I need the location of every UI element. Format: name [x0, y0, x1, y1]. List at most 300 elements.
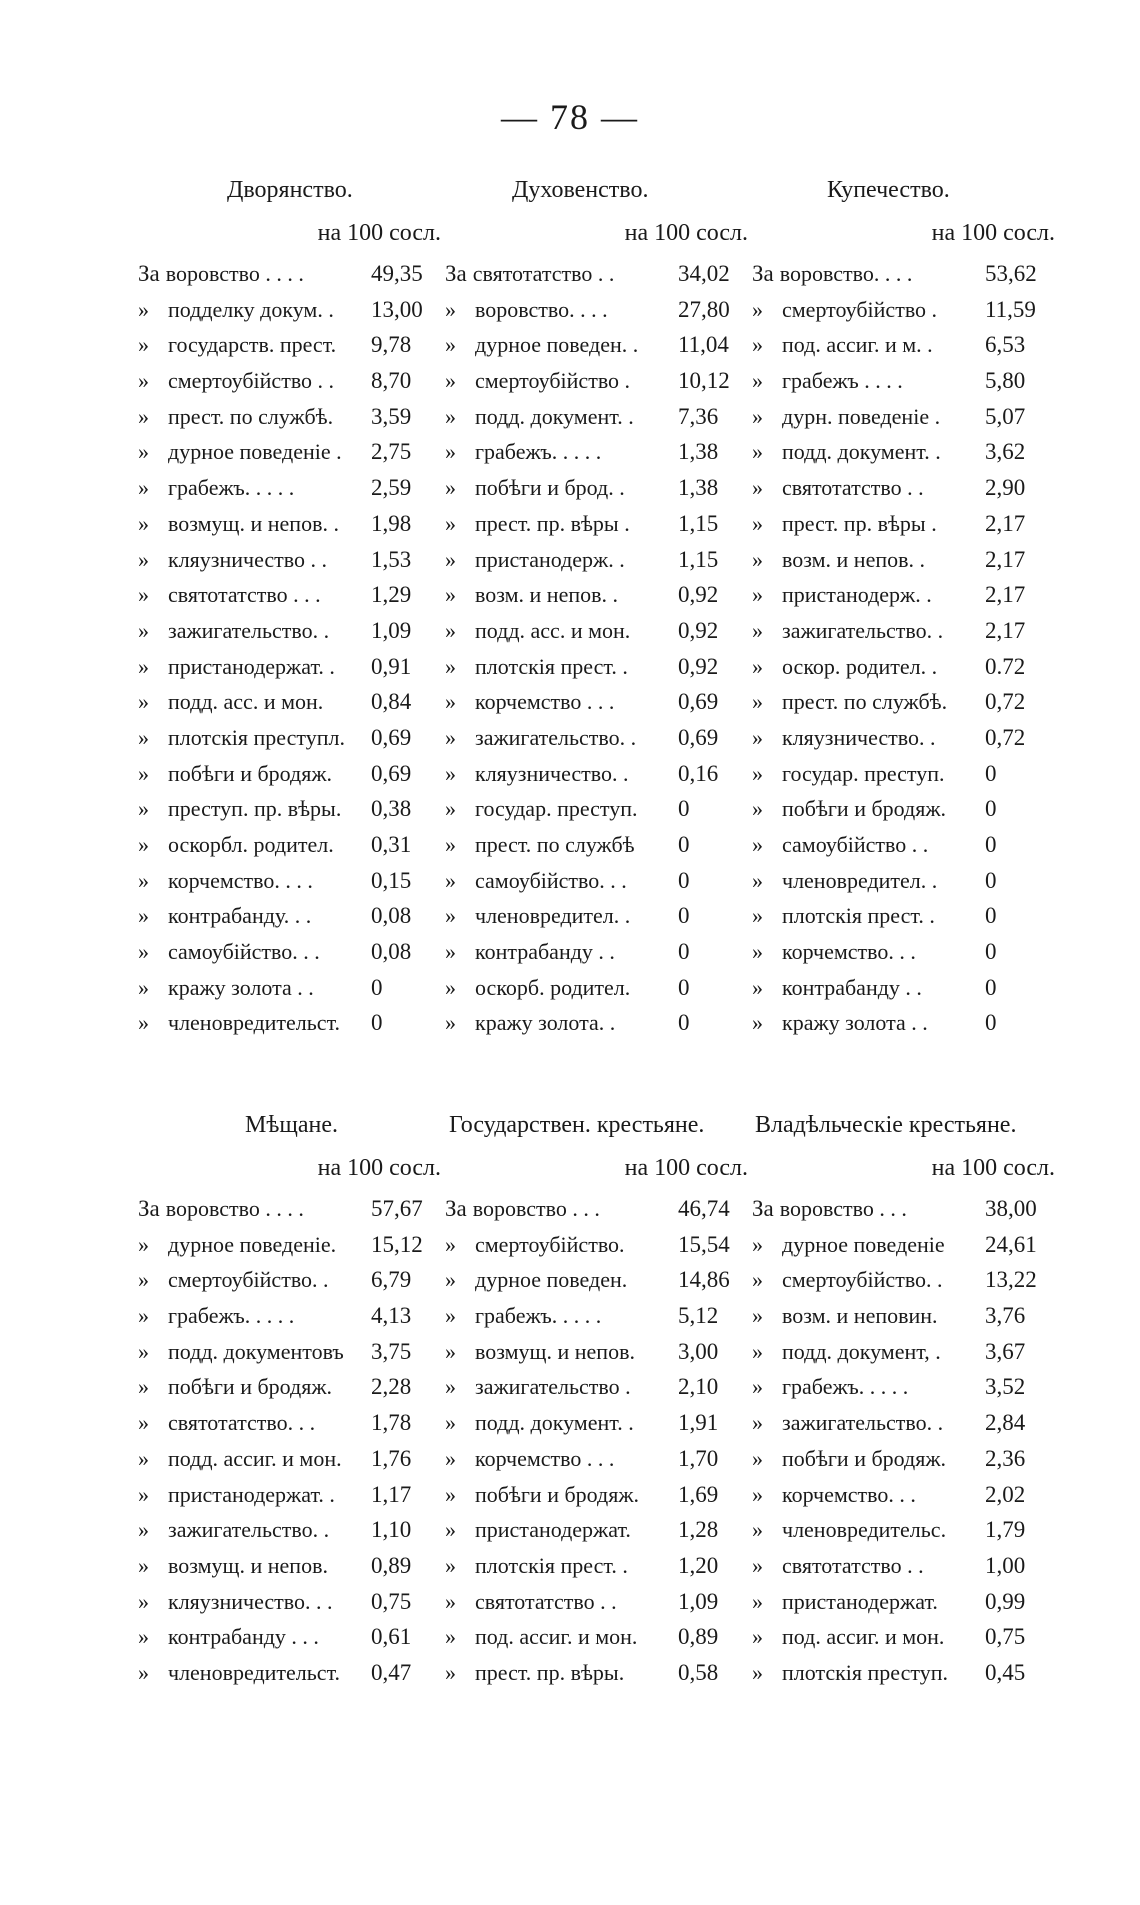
- row-lead: »: [445, 1445, 456, 1471]
- crime-value: 0,72: [985, 724, 1026, 750]
- crime-label: святотатство . .: [782, 1552, 924, 1578]
- row-lead: »: [138, 653, 149, 679]
- crime-label: смертоубійство.: [475, 1231, 625, 1257]
- crime-value: 34,02: [678, 261, 730, 286]
- crime-value: 0,69: [371, 760, 412, 786]
- crime-row: [445, 1477, 752, 1513]
- crime-label: грабежъ. . . . .: [475, 1303, 602, 1329]
- crime-value: 0,99: [985, 1588, 1026, 1614]
- crime-row: [445, 1548, 752, 1584]
- crime-row: [752, 1405, 1059, 1441]
- row-lead: »: [445, 368, 456, 394]
- crime-value: 1,76: [371, 1445, 412, 1471]
- crime-label: самоубійство. . .: [475, 867, 627, 893]
- columns-row: [138, 170, 1060, 1041]
- crime-row: [445, 1298, 752, 1334]
- column-subtitle: на 100 сосл.: [317, 220, 441, 246]
- crime-value: 2,17: [985, 510, 1026, 536]
- crime-list: [445, 256, 752, 1041]
- crime-value: 2,17: [985, 582, 1026, 608]
- crime-label: контрабанду. . .: [168, 903, 312, 929]
- row-lead: »: [752, 1303, 763, 1329]
- crime-value: 1,70: [678, 1445, 719, 1471]
- column-subtitle: на 100 сосл.: [317, 1155, 441, 1181]
- crime-value: 0: [678, 903, 690, 929]
- crime-value: 1,78: [371, 1410, 412, 1436]
- row-lead: »: [752, 1445, 763, 1471]
- crime-label: зажигательство. .: [782, 617, 944, 643]
- crime-label: грабежъ. . . . .: [168, 1303, 295, 1329]
- crime-row: [445, 1655, 752, 1691]
- row-lead: »: [138, 1338, 149, 1364]
- crime-label: пристанодержат. .: [168, 653, 335, 679]
- row-lead: »: [445, 867, 456, 893]
- crime-value: 0,47: [371, 1659, 412, 1685]
- row-lead: »: [752, 974, 763, 1000]
- crime-row: [445, 256, 752, 292]
- crime-value: 0,69: [678, 689, 719, 715]
- crime-row: [445, 1405, 752, 1441]
- crime-label: святотатство . .: [472, 261, 615, 286]
- row-lead: »: [752, 332, 763, 358]
- crime-label: подд. документ. .: [475, 403, 634, 429]
- crime-label: дурн. поведеніе .: [782, 403, 941, 429]
- crime-value: 1,38: [678, 439, 719, 465]
- row-lead: »: [445, 475, 456, 501]
- crime-row: [752, 327, 1059, 363]
- crime-row: [445, 970, 752, 1006]
- crime-value: 0,84: [371, 689, 412, 715]
- crime-label: святотатство . . .: [168, 582, 321, 608]
- crime-value: 2,17: [985, 617, 1026, 643]
- crime-label: пристанодержат.: [475, 1517, 631, 1543]
- crime-value: 4,13: [371, 1303, 412, 1329]
- crime-row: [445, 292, 752, 328]
- crime-value: 1,28: [678, 1517, 719, 1543]
- crime-value: 1,79: [985, 1517, 1026, 1543]
- crime-label: прест. по службѣ: [475, 832, 635, 857]
- row-lead: »: [445, 1410, 456, 1436]
- crime-label: святотатство . .: [782, 475, 924, 501]
- crime-row: [138, 577, 445, 613]
- crime-value: 1,20: [678, 1552, 719, 1578]
- crime-label: членовредител. .: [782, 867, 938, 893]
- crime-row: [445, 542, 752, 578]
- table-block: [138, 1105, 1060, 1691]
- crime-row: [138, 1298, 445, 1334]
- crime-row: [138, 720, 445, 756]
- crime-value: 0,89: [678, 1624, 719, 1650]
- crime-value: 2,02: [985, 1481, 1026, 1507]
- row-lead: »: [138, 974, 149, 1000]
- row-lead: »: [752, 439, 763, 465]
- crime-label: под. ассиг. и мон.: [782, 1624, 945, 1650]
- row-lead: »: [445, 832, 456, 857]
- row-lead: »: [752, 1338, 763, 1364]
- crime-row: [752, 363, 1059, 399]
- column-subtitle: на 100 сосл.: [624, 220, 748, 246]
- row-lead: »: [138, 510, 149, 536]
- crime-row: [752, 970, 1059, 1006]
- crime-value: 1,38: [678, 475, 719, 501]
- crime-label: прест. пр. вѣры.: [475, 1659, 625, 1685]
- crime-list: [138, 1191, 445, 1691]
- row-lead: »: [445, 939, 456, 965]
- crime-label: пристанодержат. .: [168, 1481, 335, 1507]
- crime-value: 38,00: [985, 1196, 1037, 1221]
- column-title: Государствен. крестьяне.: [449, 1112, 705, 1138]
- crime-row: [752, 1441, 1059, 1477]
- crime-row: [138, 1512, 445, 1548]
- crime-label: прест. пр. вѣры .: [475, 510, 630, 536]
- crime-value: 15,12: [371, 1231, 423, 1257]
- crime-label: подд. асс. и мон.: [475, 617, 631, 643]
- row-lead: »: [752, 1624, 763, 1650]
- crime-label: государств. прест.: [168, 332, 337, 358]
- row-lead: »: [752, 1267, 763, 1293]
- row-lead: »: [752, 1410, 763, 1436]
- crime-value: 0,92: [678, 582, 719, 608]
- crime-row: [752, 684, 1059, 720]
- crime-value: 3,62: [985, 439, 1026, 465]
- crime-value: 10,12: [678, 368, 730, 394]
- crime-value: 1,10: [371, 1517, 412, 1543]
- row-lead: »: [752, 867, 763, 893]
- row-lead: »: [445, 903, 456, 929]
- crime-row: [752, 470, 1059, 506]
- crime-label: кражу золота . .: [168, 974, 314, 1000]
- row-lead: »: [752, 403, 763, 429]
- crime-value: 11,04: [678, 332, 729, 358]
- column-title: Владѣльческіе крестьяне.: [755, 1112, 1017, 1138]
- crime-row: [445, 1262, 752, 1298]
- row-lead: »: [445, 546, 456, 572]
- row-lead: »: [138, 439, 149, 465]
- crime-value: 0,16: [678, 760, 719, 786]
- crime-label: грабежъ. . . . .: [475, 439, 602, 465]
- crime-row: [138, 898, 445, 934]
- crime-label: подд. документ, .: [782, 1338, 941, 1364]
- crime-value: 24,61: [985, 1231, 1037, 1257]
- row-lead: »: [445, 1303, 456, 1329]
- row-lead: »: [445, 1374, 456, 1400]
- statistics-column: [138, 1105, 445, 1691]
- crime-row: [138, 756, 445, 792]
- crime-row: [138, 256, 445, 292]
- row-lead: »: [138, 689, 149, 715]
- crime-value: 0: [985, 974, 997, 1000]
- row-lead: »: [752, 475, 763, 501]
- crime-label: контрабанду . .: [475, 939, 615, 965]
- crime-row: [445, 434, 752, 470]
- row-lead: »: [138, 1410, 149, 1436]
- row-lead: »: [752, 1659, 763, 1685]
- crime-value: 3,75: [371, 1338, 412, 1364]
- crime-value: 53,62: [985, 261, 1037, 286]
- crime-value: 0,89: [371, 1552, 412, 1578]
- crime-row: [752, 1477, 1059, 1513]
- crime-label: пристанодержат.: [782, 1588, 938, 1614]
- crime-label: контрабанду . . .: [168, 1624, 319, 1650]
- crime-value: 0: [678, 939, 690, 965]
- crime-row: [752, 1227, 1059, 1263]
- crime-label: зажигательство. .: [168, 1517, 330, 1543]
- crime-row: [752, 256, 1059, 292]
- crime-row: [445, 1005, 752, 1041]
- row-lead: За: [138, 261, 160, 286]
- crime-value: 1,98: [371, 510, 412, 536]
- crime-label: плотскія прест. .: [475, 1552, 628, 1578]
- row-lead: »: [752, 653, 763, 679]
- crime-value: 27,80: [678, 296, 730, 322]
- crime-row: [752, 791, 1059, 827]
- row-lead: »: [752, 582, 763, 608]
- crime-value: 2,17: [985, 546, 1026, 572]
- crime-value: 0.72: [985, 653, 1026, 679]
- crime-label: возм. и неповин.: [782, 1303, 938, 1329]
- crime-label: кляузничество. .: [475, 760, 629, 786]
- row-lead: »: [138, 903, 149, 929]
- crime-value: 0,91: [371, 653, 412, 679]
- crime-value: 49,35: [371, 261, 423, 286]
- crime-label: корчемство. . . .: [168, 867, 313, 893]
- statistics-column: [752, 170, 1059, 1041]
- crime-label: кляузничество . .: [168, 546, 328, 572]
- crime-label: воровство . . . .: [165, 1196, 304, 1221]
- crime-row: [138, 791, 445, 827]
- row-lead: За: [752, 261, 774, 286]
- crime-row: [445, 1584, 752, 1620]
- crime-row: [752, 1298, 1059, 1334]
- row-lead: »: [445, 796, 456, 822]
- crime-label: дурное поведеніе: [782, 1231, 945, 1257]
- crime-label: дурное поведеніе.: [168, 1231, 337, 1257]
- row-lead: »: [445, 403, 456, 429]
- row-lead: »: [752, 1374, 763, 1400]
- crime-row: [752, 1655, 1059, 1691]
- crime-row: [445, 506, 752, 542]
- row-lead: »: [138, 867, 149, 893]
- row-lead: »: [138, 1552, 149, 1578]
- column-title: Купечество.: [827, 177, 950, 203]
- row-lead: »: [138, 1445, 149, 1471]
- crime-label: оскорб. родител.: [475, 974, 631, 1000]
- crime-row: [138, 613, 445, 649]
- row-lead: »: [752, 1517, 763, 1543]
- row-lead: »: [138, 1517, 149, 1543]
- row-lead: »: [752, 832, 763, 857]
- crime-value: 0,75: [371, 1588, 412, 1614]
- row-lead: »: [752, 760, 763, 786]
- row-lead: »: [445, 653, 456, 679]
- crime-label: смертоубійство .: [782, 296, 938, 322]
- crime-row: [445, 1369, 752, 1405]
- crime-value: 0: [985, 903, 997, 929]
- crime-list: [445, 1191, 752, 1691]
- crime-label: грабежъ. . . . .: [782, 1374, 909, 1400]
- crime-row: [752, 506, 1059, 542]
- row-lead: »: [138, 1231, 149, 1257]
- crime-value: 2,90: [985, 475, 1026, 501]
- crime-row: [445, 1512, 752, 1548]
- crime-value: 0,69: [678, 724, 719, 750]
- table-block: [138, 170, 1060, 1041]
- crime-value: 0: [678, 796, 690, 822]
- row-lead: »: [138, 796, 149, 822]
- crime-value: 6,79: [371, 1267, 412, 1293]
- crime-label: воровство. . . .: [475, 296, 608, 322]
- crime-row: [752, 542, 1059, 578]
- crime-label: возм. и непов. .: [782, 546, 926, 572]
- crime-value: 1,15: [678, 546, 719, 572]
- crime-label: возмущ. и непов.: [168, 1552, 328, 1578]
- crime-value: 0: [985, 1010, 997, 1036]
- row-lead: »: [445, 1624, 456, 1650]
- crime-label: кляузничество. .: [782, 724, 936, 750]
- crime-label: побѣги и брод. .: [475, 475, 625, 501]
- crime-label: самоубійство . .: [782, 832, 929, 857]
- crime-label: преступ. пр. вѣры.: [168, 796, 342, 822]
- crime-label: воровство . . .: [779, 1196, 907, 1221]
- row-lead: »: [445, 974, 456, 1000]
- crime-row: [138, 649, 445, 685]
- row-lead: »: [445, 332, 456, 358]
- crime-value: 5,12: [678, 1303, 719, 1329]
- crime-row: [138, 1005, 445, 1041]
- crime-row: [138, 399, 445, 435]
- crime-row: [138, 1655, 445, 1691]
- crime-label: воровство . . . .: [165, 261, 304, 286]
- crime-label: оскор. родител. .: [782, 653, 938, 679]
- crime-list: [752, 1191, 1059, 1691]
- crime-label: побѣги и бродяж.: [782, 796, 947, 822]
- crime-label: плотскія прест. .: [782, 903, 935, 929]
- crime-label: прест. пр. вѣры .: [782, 510, 937, 536]
- crime-value: 9,78: [371, 332, 412, 358]
- row-lead: »: [445, 1338, 456, 1364]
- crime-value: 3,52: [985, 1374, 1026, 1400]
- crime-label: подд. документ. .: [782, 439, 941, 465]
- row-lead: За: [138, 1196, 160, 1221]
- crime-label: смертоубійство. .: [782, 1267, 943, 1293]
- column-subtitle: на 100 сосл.: [624, 1155, 748, 1181]
- crime-label: возмущ. и непов. .: [168, 510, 339, 536]
- crime-label: членовредительс.: [782, 1517, 947, 1543]
- crime-label: пристанодерж. .: [475, 546, 625, 572]
- row-lead: »: [752, 1010, 763, 1036]
- crime-row: [752, 1334, 1059, 1370]
- crime-value: 0: [985, 867, 997, 893]
- row-lead: »: [445, 582, 456, 608]
- crime-row: [138, 434, 445, 470]
- crime-row: [138, 506, 445, 542]
- crime-value: 0: [985, 939, 997, 965]
- crime-label: кляузничество. . .: [168, 1588, 333, 1614]
- row-lead: »: [445, 689, 456, 715]
- crime-label: побѣги и бродяж.: [475, 1481, 640, 1507]
- crime-value: 7,36: [678, 403, 719, 429]
- crime-label: под. ассиг. и мон.: [475, 1624, 638, 1650]
- statistics-column: [445, 170, 752, 1041]
- crime-row: [752, 1262, 1059, 1298]
- crime-label: смертоубійство . .: [168, 368, 335, 394]
- crime-label: возмущ. и непов.: [475, 1338, 635, 1364]
- crime-row: [445, 363, 752, 399]
- row-lead: »: [138, 475, 149, 501]
- crime-row: [752, 613, 1059, 649]
- crime-value: 8,70: [371, 368, 412, 394]
- crime-value: 0,08: [371, 903, 412, 929]
- crime-label: грабежъ . . . .: [782, 368, 903, 394]
- crime-value: 5,80: [985, 368, 1026, 394]
- row-lead: »: [138, 617, 149, 643]
- crime-row: [752, 827, 1059, 863]
- row-lead: »: [445, 1267, 456, 1293]
- crime-label: возм. и непов. .: [475, 582, 619, 608]
- crime-row: [445, 1619, 752, 1655]
- crime-row: [445, 898, 752, 934]
- crime-value: 1,69: [678, 1481, 719, 1507]
- crime-label: побѣги и бродяж.: [168, 760, 333, 786]
- row-lead: »: [138, 760, 149, 786]
- crime-row: [138, 1191, 445, 1227]
- row-lead: »: [138, 1588, 149, 1614]
- crime-label: членовредител. .: [475, 903, 631, 929]
- crime-row: [445, 791, 752, 827]
- crime-row: [138, 934, 445, 970]
- crime-value: 0: [371, 974, 383, 1000]
- row-lead: »: [138, 1267, 149, 1293]
- crime-row: [138, 1262, 445, 1298]
- row-lead: »: [138, 1010, 149, 1036]
- row-lead: За: [445, 1196, 467, 1221]
- column-title: Дворянство.: [227, 177, 353, 203]
- row-lead: »: [445, 510, 456, 536]
- crime-value: 3,76: [985, 1303, 1026, 1329]
- crime-label: святотатство . .: [475, 1588, 617, 1614]
- crime-row: [752, 934, 1059, 970]
- crime-value: 0,72: [985, 689, 1026, 715]
- row-lead: »: [752, 903, 763, 929]
- crime-label: смертоубійство .: [475, 368, 631, 394]
- crime-row: [752, 1512, 1059, 1548]
- crime-label: подд. документовъ: [168, 1338, 344, 1364]
- crime-label: корчемство . . .: [475, 1445, 615, 1471]
- row-lead: »: [138, 296, 149, 322]
- crime-value: 0: [678, 832, 690, 857]
- crime-row: [445, 399, 752, 435]
- crime-label: плотскія преступл.: [168, 724, 345, 750]
- row-lead: »: [445, 1659, 456, 1685]
- crime-label: побѣги и бродяж.: [168, 1374, 333, 1400]
- crime-row: [752, 649, 1059, 685]
- crime-value: 2,84: [985, 1410, 1026, 1436]
- row-lead: »: [752, 1588, 763, 1614]
- crime-value: 0: [371, 1010, 383, 1036]
- crime-value: 57,67: [371, 1196, 423, 1221]
- row-lead: »: [138, 403, 149, 429]
- crime-label: самоубійство. . .: [168, 939, 320, 965]
- page-number: — 78 —: [501, 97, 639, 137]
- crime-row: [445, 684, 752, 720]
- crime-row: [138, 1619, 445, 1655]
- crime-value: 5,07: [985, 403, 1026, 429]
- crime-value: 1,00: [985, 1552, 1026, 1578]
- row-lead: »: [138, 582, 149, 608]
- crime-value: 6,53: [985, 332, 1026, 358]
- crime-value: 1,17: [371, 1481, 412, 1507]
- crime-value: 13,00: [371, 296, 423, 322]
